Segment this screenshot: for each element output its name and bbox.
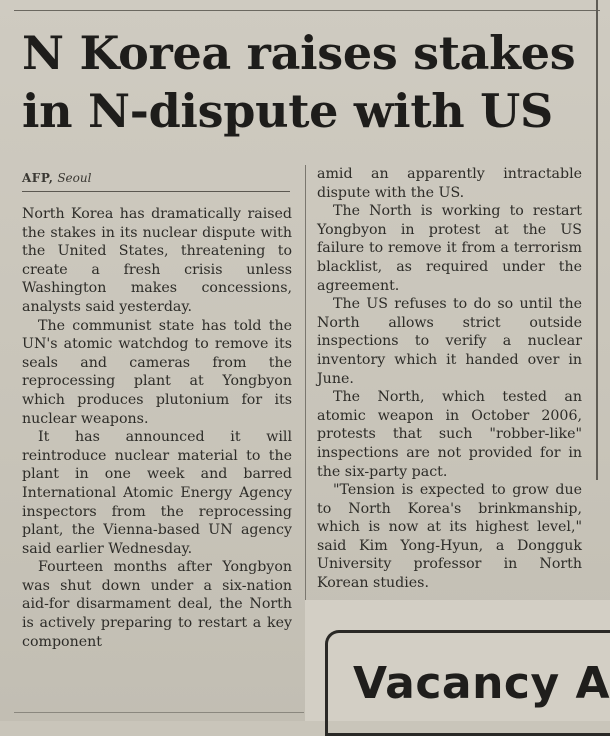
paragraph: The North is working to restart Yongbyon in protest at the US failure to remove it from a terrorism blacklist, as required under the agreement. <box>317 203 582 294</box>
byline-rule <box>22 191 290 192</box>
headline <box>22 24 592 140</box>
headline-line-2: in N-dispute with US <box>22 84 553 138</box>
top-rule <box>14 10 600 11</box>
paragraph: North Korea has dramatically raised the stakes in its nuclear dispute with the United States, threatening to create a fresh crisis unless Washington makes concessions, analysts said yesterday. <box>22 206 292 315</box>
bottom-rule <box>14 712 304 713</box>
paragraph: amid an apparently intractable dispute with the US. <box>317 166 582 201</box>
byline <box>22 171 290 185</box>
paragraph: The US refuses to do so until the North allows strict outside inspections to verify a nuclear inventory which it handed over in June. <box>317 296 582 387</box>
paragraph: It has announced it will reintroduce nuclear material to the plant in one week and barred International Atomic Energy Agency inspectors from the reprocessing plant, the Vienna-based UN agency said earlier Wednesday. <box>22 429 292 557</box>
article-column-2 <box>317 165 582 593</box>
paragraph: Fourteen months after Yongbyon was shut down under a six-nation aid-for disarmament deal, the North is actively preparing to restart a key component <box>22 559 292 650</box>
article-column-1 <box>22 205 292 651</box>
right-column-rule <box>596 0 598 480</box>
headline-line-1: N Korea raises stakes <box>22 26 576 80</box>
byline-city: Seoul <box>57 171 92 185</box>
advert-title: Vacancy A <box>353 658 610 709</box>
byline-agency: AFP, <box>22 171 54 185</box>
vacancy-advert <box>305 600 610 721</box>
paragraph: The communist state has told the UN's atomic watchdog to remove its seals and cameras from the reprocessing plant at Yongbyon which produces plutonium for its nuclear weapons. <box>22 317 292 427</box>
paragraph: "Tension is expected to grow due to North Korea's brinkmanship, which is now at its highest level," said Kim Yong-Hyun, a Dongguk University professor in North Korean studies. <box>317 482 582 592</box>
paragraph: The North, which tested an atomic weapon in October 2006, protests that such "robber-like" inspections are not provided for in the six-party pact. <box>317 389 582 480</box>
